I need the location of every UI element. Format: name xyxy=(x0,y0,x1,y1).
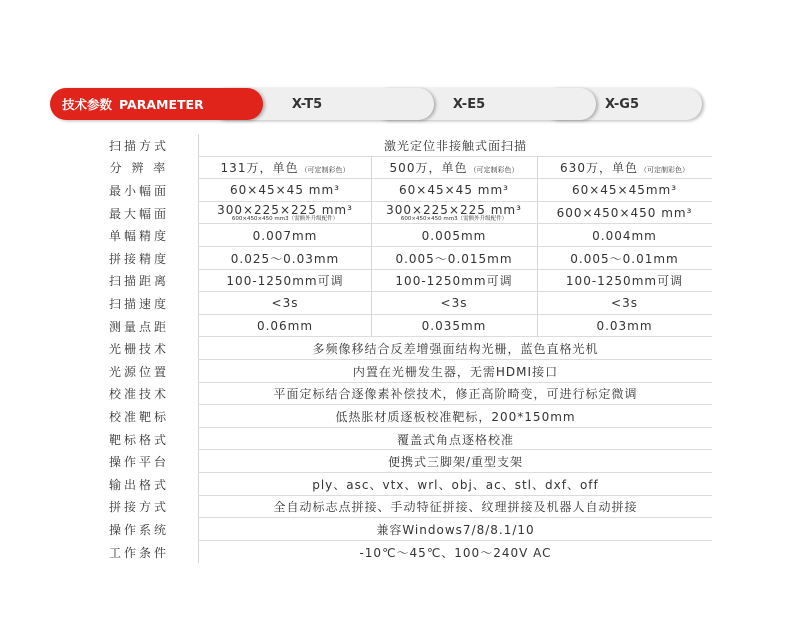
value-text: 500万，单色 xyxy=(389,161,468,176)
table-row xyxy=(80,247,712,270)
value-text: 100-1250mm可调 xyxy=(226,274,344,289)
table-row xyxy=(80,157,712,180)
value-text: 0.025～0.03mm xyxy=(230,251,340,266)
model-value-cell xyxy=(537,292,712,315)
model-value-cell xyxy=(371,157,537,180)
tab-label: X-G5 xyxy=(604,96,640,112)
tab-parameters[interactable] xyxy=(50,88,263,120)
value-note: （可定制彩色） xyxy=(639,166,689,175)
value-text: 0.035mm xyxy=(421,319,487,334)
row-value: 全自动标志点拼接、手动特征拼接、纹理拼接及机器人自动拼接 xyxy=(273,500,638,515)
row-label: 光源位置 xyxy=(108,364,169,379)
model-value-cell xyxy=(537,202,712,225)
row-value: 内置在光栅发生器，无需HDMI接口 xyxy=(352,364,559,379)
row-label: 测量点距 xyxy=(108,319,169,334)
row-value: 多频像移结合反差增强面结构光栅，蓝色直格光机 xyxy=(312,342,599,357)
value-text: 0.03mm xyxy=(596,319,653,334)
value-text: 60×45×45 mm³ xyxy=(230,183,340,198)
row-label: 拼接方式 xyxy=(108,500,169,515)
model-value-cell xyxy=(371,270,537,293)
value-text: 0.004mm xyxy=(592,228,657,243)
table-row xyxy=(80,496,712,519)
row-value: 便携式三脚架/重型支架 xyxy=(387,455,524,470)
value-text: <3s xyxy=(440,296,468,311)
value-text: 0.005～0.015mm xyxy=(395,251,513,266)
value-text: 0.005mm xyxy=(421,228,487,243)
row-label: 输出格式 xyxy=(108,477,169,492)
row-label: 分 辨 率 xyxy=(109,161,169,176)
tab-label: X-T5 xyxy=(291,96,323,112)
table-row xyxy=(80,473,712,496)
row-label: 最小幅面 xyxy=(108,183,169,198)
model-value-cell xyxy=(199,315,371,338)
value-note: （可定制彩色） xyxy=(469,166,519,175)
model-value-cell xyxy=(371,315,537,338)
row-value: 兼容Windows7/8/8.1/10 xyxy=(376,522,535,537)
row-label: 最大幅面 xyxy=(108,206,169,221)
value-text: <3s xyxy=(611,296,638,311)
row-label: 扫描速度 xyxy=(108,296,169,311)
table-row xyxy=(80,337,712,360)
row-label: 拼接精度 xyxy=(108,251,169,266)
row-label: 操作平台 xyxy=(108,455,169,470)
table-row xyxy=(80,450,712,473)
value-text: 0.005～0.01mm xyxy=(570,251,679,266)
table-row xyxy=(80,270,712,293)
value-text: 60×45×45 mm³ xyxy=(399,183,509,198)
table-row xyxy=(80,315,712,338)
row-label: 单幅精度 xyxy=(108,229,169,244)
model-value-cell xyxy=(537,179,712,202)
model-value-cell xyxy=(537,315,712,338)
table-row xyxy=(80,360,712,383)
value-text: 630万，单色 xyxy=(560,161,638,176)
row-label: 校准靶标 xyxy=(108,409,169,424)
row-label: 工作条件 xyxy=(108,545,169,560)
model-value-cell xyxy=(199,202,371,225)
model-value-cell xyxy=(199,247,371,270)
value-text: 300×225×225 mm³ xyxy=(217,202,353,217)
value-text: 100-1250mm可调 xyxy=(395,274,513,289)
table-row xyxy=(80,202,712,225)
value-text: <3s xyxy=(271,296,299,311)
model-value-cell xyxy=(199,270,371,293)
row-value: 低热胀材质逐板校准靶标，200*150mm xyxy=(335,409,576,424)
value-text: 0.06mm xyxy=(256,319,314,334)
model-value-cell xyxy=(371,179,537,202)
model-value-cell xyxy=(371,247,537,270)
model-value-cell xyxy=(371,202,537,225)
parameter-tab-bar xyxy=(50,88,702,120)
table-row xyxy=(80,292,712,315)
table-row xyxy=(80,224,712,247)
model-value-cell xyxy=(537,224,712,247)
value-text: 131万，单色 xyxy=(220,161,299,176)
model-value-cell xyxy=(371,292,537,315)
row-label: 靶标格式 xyxy=(108,432,169,447)
value-text: 300×225×225 mm³ xyxy=(386,202,522,217)
model-value-cell xyxy=(199,179,371,202)
model-value-cell xyxy=(537,247,712,270)
row-value: ply、asc、vtx、wrl、obj、ac、stl、dxf、off xyxy=(312,477,599,492)
model-value-cell xyxy=(199,157,371,180)
row-value: 覆盖式角点逐格校准 xyxy=(396,432,514,447)
row-value: 平面定标结合逐像素补偿技术，修正高阶畸变，可进行标定微调 xyxy=(273,387,638,402)
tab-title-zh: 技术参数 xyxy=(62,97,113,112)
row-label: 扫描方式 xyxy=(108,138,169,153)
value-wrap xyxy=(390,159,519,176)
value-text: 600×450×450 mm³ xyxy=(556,206,693,221)
model-value-cell xyxy=(199,224,371,247)
model-value-cell xyxy=(537,157,712,180)
table-row xyxy=(80,383,712,406)
model-value-cell xyxy=(199,292,371,315)
model-value-cell xyxy=(371,224,537,247)
value-text: 100-1250mm可调 xyxy=(565,274,684,289)
row-label: 光栅技术 xyxy=(108,342,169,357)
table-row xyxy=(80,541,712,564)
value-wrap xyxy=(221,159,350,176)
tab-label: X-E5 xyxy=(452,96,486,112)
row-value: -10℃～45℃、100～240V AC xyxy=(359,545,552,560)
table-row xyxy=(80,179,712,202)
row-value: 激光定位非接触式面扫描 xyxy=(383,138,527,153)
row-label: 扫描距离 xyxy=(108,274,169,289)
value-text: 0.007mm xyxy=(252,228,318,243)
table-row xyxy=(80,518,712,541)
value-note: （可定制彩色） xyxy=(300,166,350,175)
table-row xyxy=(80,428,712,451)
value-note: 600×450×450 mm3（需额外升级配件） xyxy=(400,215,508,222)
model-value-cell xyxy=(537,270,712,293)
table-row xyxy=(80,134,712,157)
row-label: 操作系统 xyxy=(108,522,169,537)
row-label: 校准技术 xyxy=(108,387,169,402)
table-row xyxy=(80,405,712,428)
value-note: 600×450×450 mm3（需额外升级配件） xyxy=(231,215,339,222)
tab-title-en: PARAMETER xyxy=(119,96,204,112)
value-wrap xyxy=(560,159,689,176)
value-text: 60×45×45mm³ xyxy=(571,183,678,198)
